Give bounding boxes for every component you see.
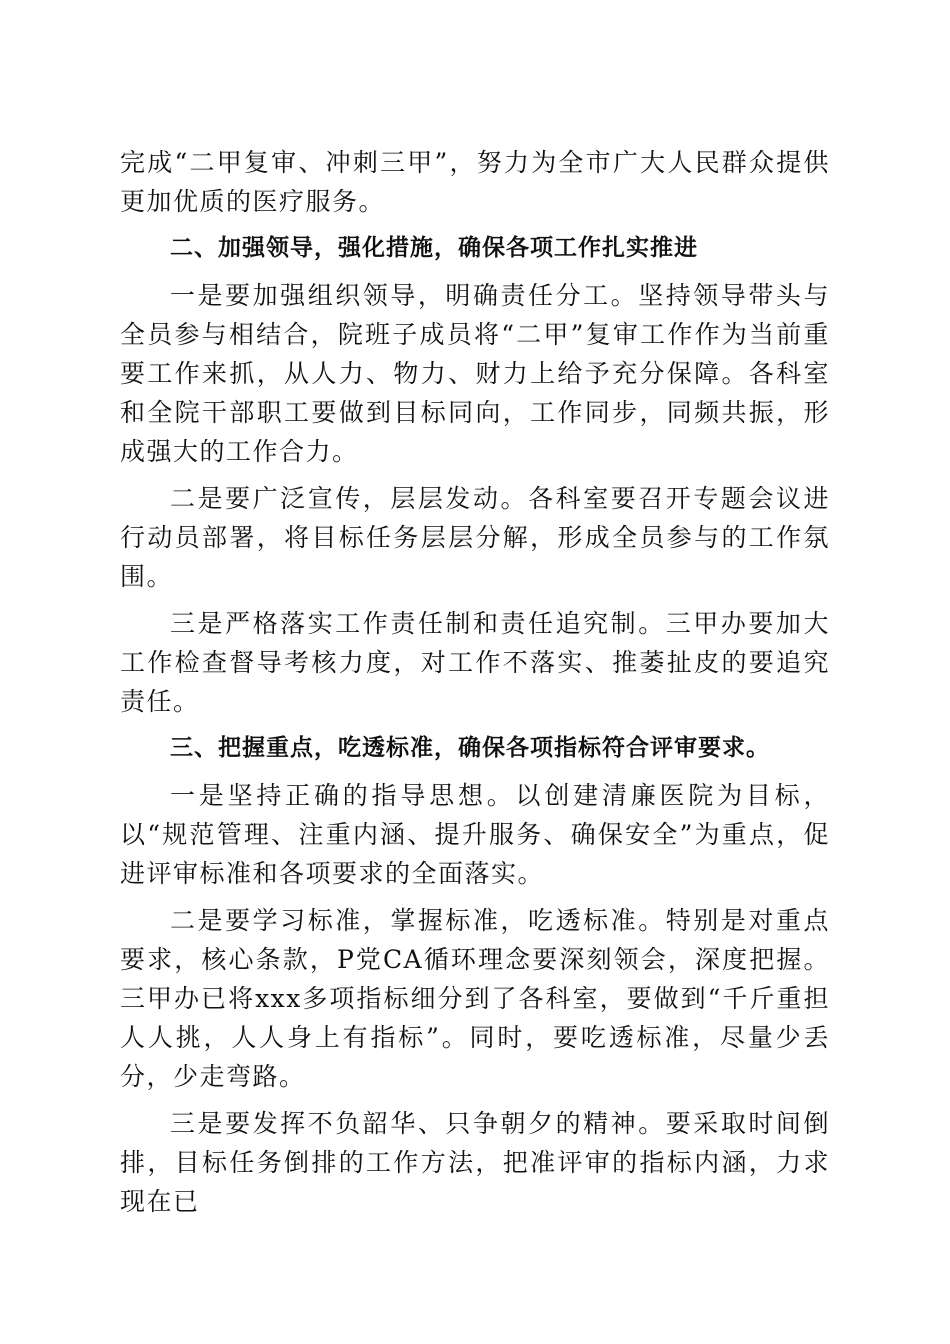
paragraph-lead: 二是要广泛宣传，层层发动。 xyxy=(170,484,529,513)
section-heading-three xyxy=(120,729,830,768)
paragraph-body: 完成“二甲复审、冲刺三甲”，努力为全市广大人民群众提供更加优质的医疗服务。 xyxy=(120,148,830,216)
paragraph-lead: 三是要发挥不负韶华、只争朝夕的精神。 xyxy=(170,1109,666,1138)
paragraph-body: 特别是对重点要求，核心条款，P党CA循环理念要深刻领会，深度把握。三甲办已将xxx多项指标细分到了各科室，要做到“千斤重担人人挑，人人身上有指标”。同时，要吃透标准，尽量少丢分，少走弯路。 xyxy=(120,906,830,1091)
paragraph-intro-continuation xyxy=(120,143,830,221)
document-page xyxy=(120,143,830,1221)
paragraph-learn-standards xyxy=(120,901,830,1096)
paragraph-body: 坚持领导带头与全员参与相结合，院班子成员将“二甲”复审工作作为当前重要工作来抓，从人力、物力、财力上给予充分保障。各科室和全院干部职工要做到目标同向，工作同步，同频共振，形成强大的工作合力。 xyxy=(120,281,830,466)
paragraph-body: 三甲办要加大工作检查督导考核力度，对工作不落实、推萎扯皮的要追究责任。 xyxy=(120,609,830,716)
section-heading-two xyxy=(120,229,830,268)
paragraph-responsibility xyxy=(120,604,830,721)
paragraph-lead: 三是严格落实工作责任制和责任追究制。 xyxy=(170,609,666,638)
heading-text: 三、把握重点，吃透标准，确保各项指标符合评审要求。 xyxy=(170,735,770,761)
paragraph-spirit xyxy=(120,1104,830,1221)
paragraph-body: 各科室要召开专题会议进行动员部署，将目标任务层层分解，形成全员参与的工作氛围。 xyxy=(120,484,830,591)
paragraph-lead: 一是要加强组织领导，明确责任分工。 xyxy=(170,281,639,310)
paragraph-body: 以创建清廉医院为目标，以“规范管理、注重内涵、提升服务、确保安全”为重点，促进评审标准和各项要求的全面落实。 xyxy=(120,781,830,888)
heading-text: 二、加强领导，强化措施，确保各项工作扎实推进 xyxy=(170,235,698,261)
paragraph-lead: 一是坚持正确的指导思想。 xyxy=(170,781,516,810)
paragraph-body: 要采取时间倒排，目标任务倒排的工作方法，把准评审的指标内涵，力求现在已 xyxy=(120,1109,830,1216)
paragraph-organization-leadership xyxy=(120,276,830,471)
paragraph-publicity xyxy=(120,479,830,596)
paragraph-lead: 二是要学习标准，掌握标准，吃透标准。 xyxy=(170,906,666,935)
paragraph-guiding-thought xyxy=(120,776,830,893)
